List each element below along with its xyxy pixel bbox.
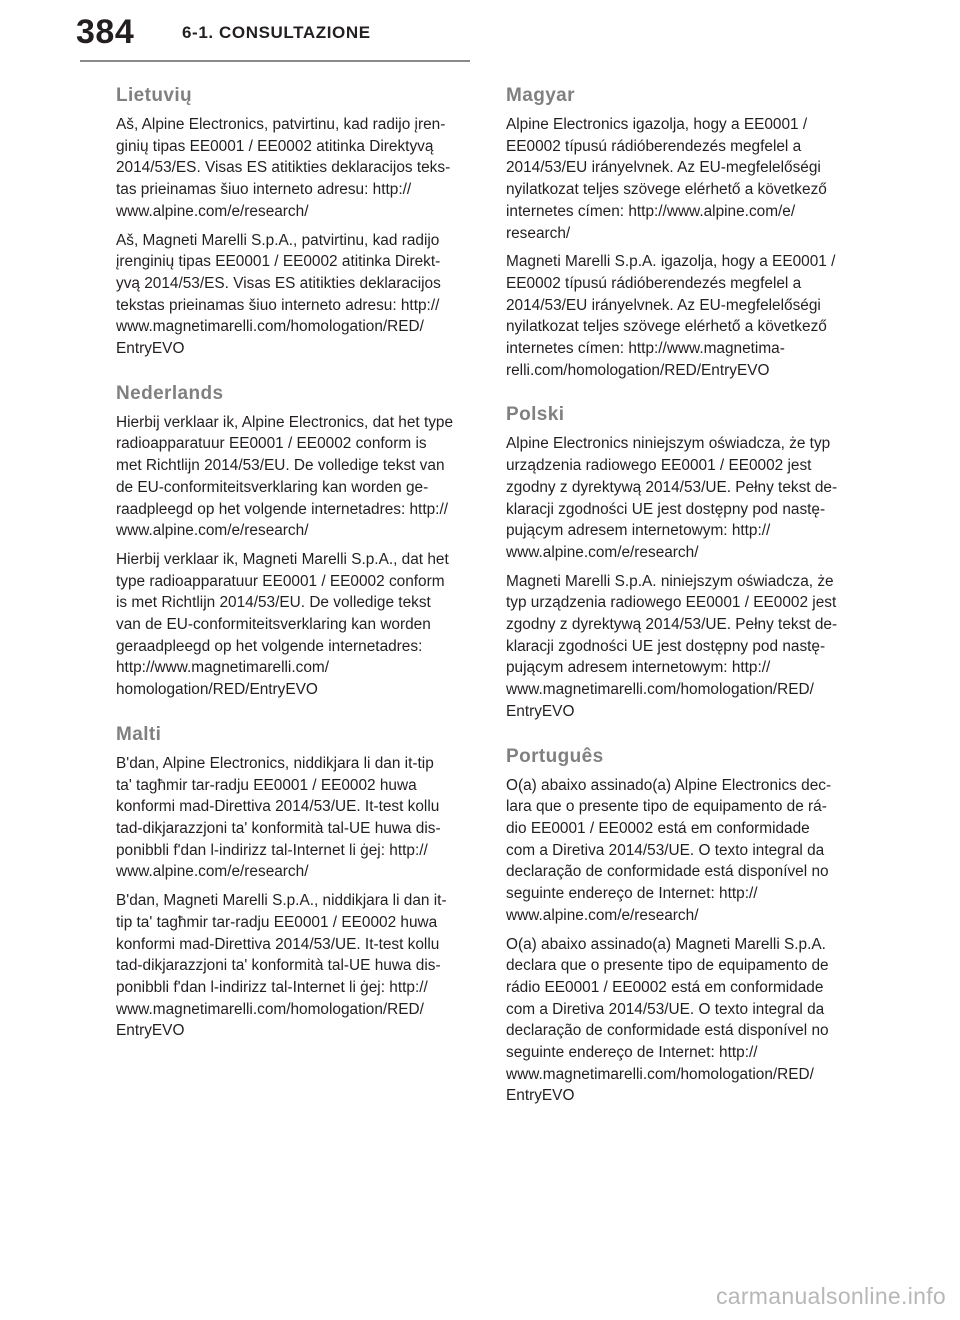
declaration-paragraph: Aš, Magneti Marelli S.p.A., patvirtinu, kad radijo įrenginių tipas EE0001 / EE0002 atitinka Direkt- yvą 2014/53/ES. Visas ES atitikties deklaracijos tekstas prieinamas šiuo interneto adresu: http:// www.magnetimarelli.com/homologation/RED/ EntryEVO — [116, 231, 441, 358]
lang-title: Malti — [116, 723, 162, 745]
declaration-paragraph: Alpine Electronics igazolja, hogy a EE0001 / EE0002 típusú rádióberendezés megfelel a 2014/53/EU irányelvnek. Az EU-megfelelőségi nyilatkozat teljes szövege elérhető a következő internetes címen: http://www.alpine.com/e/ research/ — [506, 116, 827, 242]
lang-section-malti — [116, 723, 466, 1042]
declaration-paragraph: O(a) abaixo assinado(a) Alpine Electronics dec- lara que o presente tipo de equipamento de rá- dio EE0001 / EE0002 está em conformidade com a Diretiva 2014/53/UE. O texto integral da declaração de conformidade está disponível no seguinte endereço de Internet: http:// www.alpine.com/e/research/ — [506, 776, 832, 924]
lang-section-lietuviu — [116, 84, 466, 360]
declaration-paragraph: O(a) abaixo assinado(a) Magneti Marelli S.p.A. declara que o presente tipo de equipamento de rádio EE0001 / EE0002 está em conformidade com a Diretiva 2014/53/UE. O texto integral da declaração de conformidade está disponível no seguinte endereço de Internet: http:// www.magnetimarelli.com/homologation/RED/ EntryEVO — [506, 935, 829, 1105]
header-rule — [80, 60, 470, 62]
lang-title: Polski — [506, 404, 565, 426]
page-number: 384 — [76, 13, 135, 51]
declaration-paragraph: Magneti Marelli S.p.A. niniejszym oświadcza, że typ urządzenia radiowego EE0001 / EE0002 jest zgodny z dyrektywą 2014/53/UE. Pełny tekst de- klaracji zgodności UE jest dostępny pod nastę- pującym adresem internetowym: http:// www.magnetimarelli.com/homologation/RED/ EntryEVO — [506, 572, 838, 720]
section-title: 6-1. CONSULTAZIONE — [182, 23, 371, 42]
lang-title: Português — [506, 745, 604, 767]
declaration-paragraph: B'dan, Alpine Electronics, niddikjara li dan it-tip ta' tagħmir tar-radju EE0001 / EE0002 huwa konformi mad-Direttiva 2014/53/UE. It-test kollu tad-dikjarazzjoni ta' konformità tal-UE huwa dis- ponibbli f'dan l-indirizz tal-Internet li ġej: http:// www.alpine.com/e/research/ — [116, 754, 441, 881]
watermark: carmanualsonline.info — [715, 1283, 946, 1309]
lang-title: Nederlands — [116, 382, 224, 404]
right-column — [506, 84, 856, 1129]
page-header — [0, 0, 960, 72]
declaration-paragraph: Hierbij verklaar ik, Alpine Electronics, dat het type radioapparatuur EE0001 / EE0002 conform is met Richtlijn 2014/53/EU. De volledige tekst van de EU-conformiteitsverklaring kan worden ge- raadpleegd op het volgende internetadres: http:// www.alpine.com/e/research/ — [116, 413, 454, 540]
lang-title: Magyar — [506, 85, 575, 106]
lang-section-magyar — [506, 84, 856, 381]
left-column — [116, 84, 466, 1064]
declaration-paragraph: B'dan, Magneti Marelli S.p.A., niddikjara li dan it- tip ta' tagħmir tar-radju EE0001 / EE0002 huwa konformi mad-Direttiva 2014/53/UE. It-test kollu tad-dikjarazzjoni ta' konformità tal-UE huwa dis- ponibbli f'dan l-indirizz tal-Internet li ġej: http:// www.magnetimarelli.com/homologation/RED/ EntryEVO — [116, 892, 447, 1040]
declaration-paragraph: Magneti Marelli S.p.A. igazolja, hogy a EE0001 / EE0002 típusú rádióberendezés megfelel a 2014/53/EU irányelvnek. Az EU-megfelelőségi nyilatkozat teljes szövege elérhető a következő internetes címen: http://www.magnetima- relli.com/homologation/RED/EntryEVO — [506, 253, 836, 379]
lang-section-nederlands — [116, 382, 466, 701]
lang-title: Lietuvių — [116, 85, 193, 106]
declaration-paragraph: Aš, Alpine Electronics, patvirtinu, kad radijo įren- ginių tipas EE0001 / EE0002 atitinka Direktyvą 2014/53/ES. Visas ES atitikties deklaracijos teks- tas prieinamas šiuo interneto adresu: http:// www.alpine.com/e/research/ — [116, 116, 451, 220]
lang-section-portugues — [506, 745, 856, 1108]
declaration-paragraph: Alpine Electronics niniejszym oświadcza, że typ urządzenia radiowego EE0001 / EE0002 jest zgodny z dyrektywą 2014/53/UE. Pełny tekst de- klaracji zgodności UE jest dostępny pod nastę- pującym adresem internetowym: http:// www.alpine.com/e/research/ — [506, 435, 838, 561]
declaration-paragraph: Hierbij verklaar ik, Magneti Marelli S.p.A., dat het type radioapparatuur EE0001 / EE0002 conform is met Richtlijn 2014/53/EU. De volledige tekst van de EU-conformiteitsverklaring kan worden geraadpleegd op het volgende internetadres: http://www.magnetimarelli.com/ homologation/RED/EntryEVO — [116, 550, 449, 699]
lang-section-polski — [506, 403, 856, 722]
